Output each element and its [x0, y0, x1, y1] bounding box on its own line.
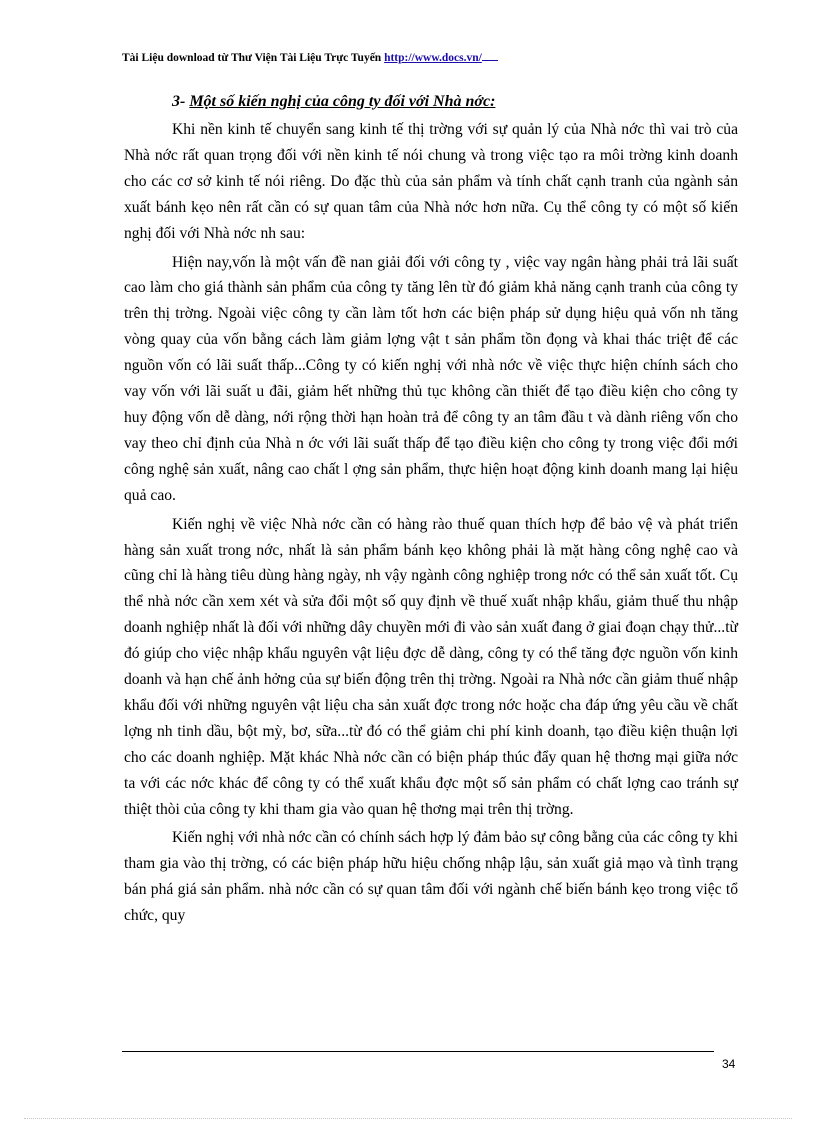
paragraph: Kiến nghị với nhà nớc cần có chính sách hợp lý đảm bảo sự công bằng của các công ty khi tham gia vào thị trờng, có các biện pháp hữu hiệu chống nhập lậu, sản xuất giả mạo và tình trạng bán phá giá sản phẩm. nhà nớc cần có sự quan tâm đối với ngành chế biến bánh kẹo trong việc tổ chức, quy — [124, 829, 738, 925]
paragraph: Hiện nay,vốn là một vấn đề nan giải đối với công ty , việc vay ngân hàng phải trả lãi suất cao làm cho giá thành sản phẩm của công ty tăng lên từ đó giảm khả năng cạnh tranh của công ty trên thị trờng. Ngoài việc công ty cần làm tốt hơn các biện pháp sử dụng hiệu quả vốn nh tăng vòng quay của vốn bằng cách làm giảm lợng vật t sản phẩm tồn đọng và khai thác triệt để các nguồn vốn có lãi suất thấp...Công ty có kiến nghị với nhà nớc về việc thực hiện chính sách cho vay vốn với lãi suất u đãi, giảm hết những thủ tục không cần thiết để tạo điều kiện cho công ty huy động vốn dễ dàng, nới rộng thời hạn hoàn trả để công ty an tâm đầu t và dành riêng vốn cho vay theo chỉ định của Nhà n ớc với lãi suất thấp để tạo điều kiện cho công ty trong việc đổi mới công nghệ sản xuất, nâng cao chất l ợng sản phẩm, thực hiện hoạt động kinh doanh mang lại hiệu quả cao. — [124, 253, 738, 504]
header-link[interactable]: http://www.docs.vn/ — [384, 52, 482, 64]
footer-divider — [122, 1051, 714, 1052]
paragraph: Khi nền kinh tế chuyển sang kinh tế thị trờng với sự quản lý của Nhà nớc thì vai trò của Nhà nớc rất quan trọng đối với nền kinh tế nói chung và trong việc tạo ra môi trờng kinh doanh cho các cơ sở kinh tế nói riêng. Do đặc thù của sản phẩm và tính chất cạnh tranh của ngành sản xuất bánh kẹo nên rất cần có sự quan tâm của Nhà nớc hơn nữa. Cụ thể công ty có một số kiến nghị đối với Nhà nớc nh sau: — [124, 121, 738, 242]
header-link-underline — [482, 50, 498, 61]
header-text: Tài Liệu download từ Thư Viện Tài Liệu Trực Tuyến — [122, 52, 385, 64]
page-bottom-dotted-edge — [24, 1118, 792, 1119]
page-header — [122, 50, 722, 64]
paragraph: Kiến nghị về việc Nhà nớc cần có hàng rào thuế quan thích hợp để bảo vệ và phát triển hàng sản xuất trong nớc, nhất là sản phẩm bánh kẹo không phải là mặt hàng công nghệ cao và cũng chỉ là hàng tiêu dùng hàng ngày, nh vậy ngành công nghiệp trong nớc có thể sản xuất tốt. Cụ thể nhà nớc cần xem xét và sửa đổi một số quy định về thuế xuất nhập khẩu, giảm thuế thu nhập doanh nghiệp nhất là đối với những dây chuyền mới đi vào sản xuất đang ở giai đoạn chạy thử...từ đó giúp cho việc nhập khẩu nguyên vật liệu đợc dễ dàng, công ty có thể tăng đợc nguồn vốn kinh doanh và hạn chế ảnh hởng của sự biến động trên thị trờng. Ngoài ra Nhà nớc cần giảm thuế nhập khẩu đối với những nguyên vật liệu cha sản xuất đợc trong nớc hoặc cha đáp ứng yêu cầu về chất lợng nh tinh dầu, bột mỳ, bơ, sữa...từ đó có thể giảm chi phí kinh doanh, tạo điều kiện thuận lợi cho các doanh nghiệp. Mặt khác Nhà nớc cần có biện pháp thúc đẩy quan hệ thơng mại giữa nớc ta với các nớc khác để công ty có thể xuất khẩu đợc một số sản phẩm có chất lợng cao tránh sự thiệt thòi của công ty khi tham gia vào quan hệ thơng mại trên thị trờng. — [124, 515, 738, 818]
section-heading — [172, 93, 495, 111]
section-number: 3- — [172, 93, 190, 110]
body-text — [124, 117, 738, 932]
page-number: 34 — [722, 1057, 736, 1071]
section-title: Một số kiến nghị của công ty đối với Nhà nớc: — [189, 93, 496, 110]
